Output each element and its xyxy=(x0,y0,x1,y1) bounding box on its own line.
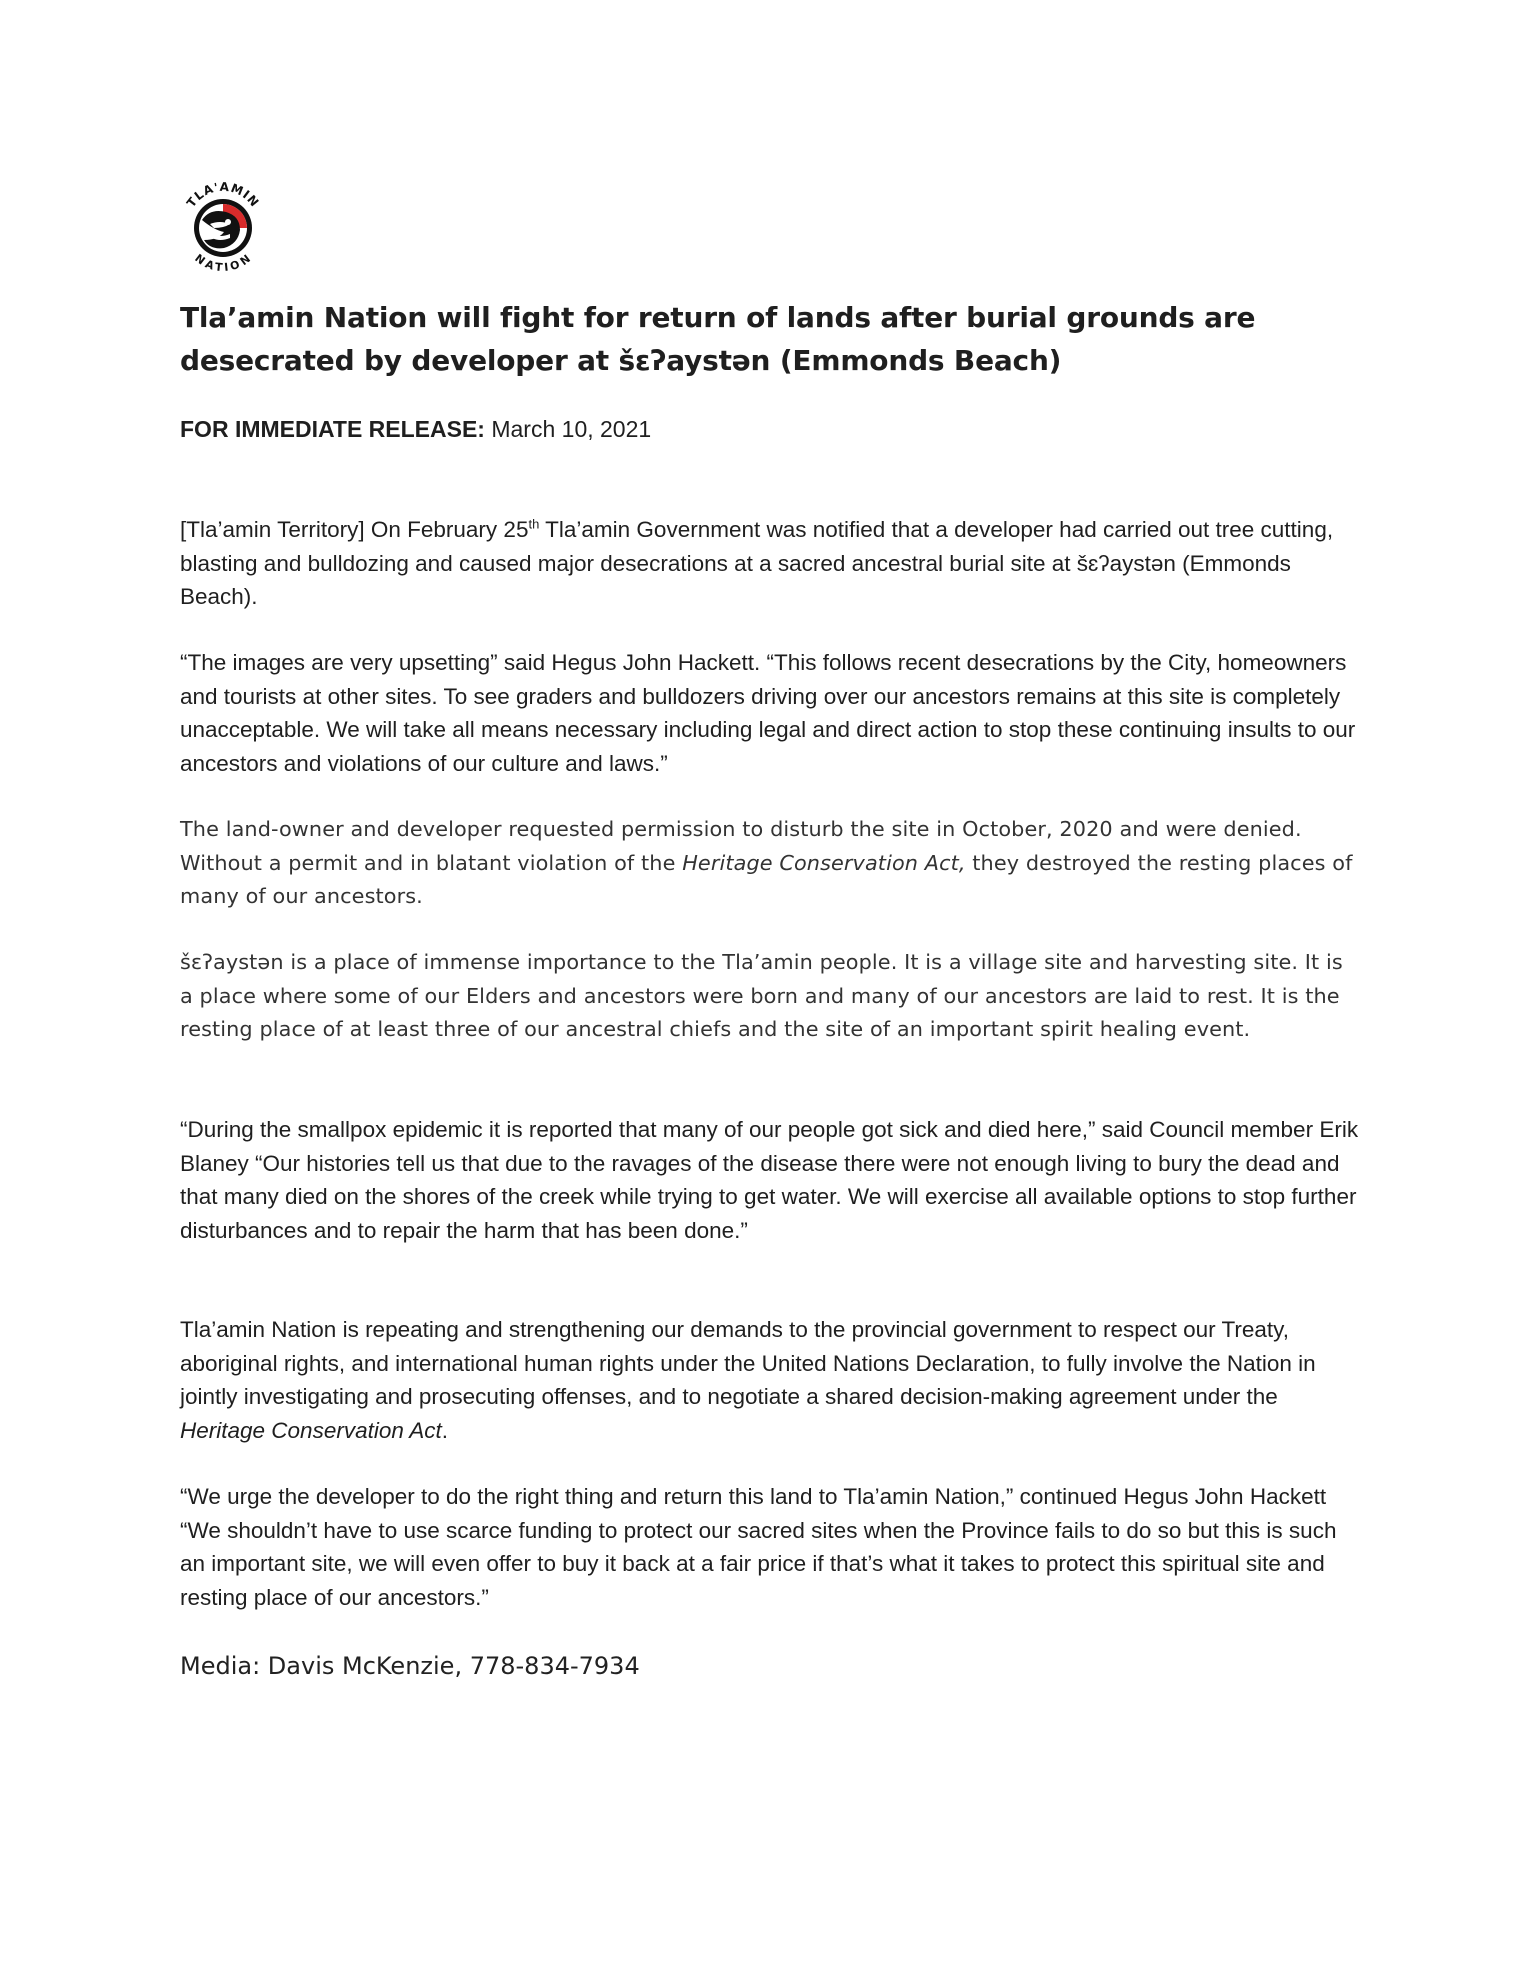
paragraph-7: “We urge the developer to do the right thing and return this land to Tla’amin Nation,” continued Hegus John Hackett “We shouldn’t have to use scarce funding to protect our sacred sites when the Province fails to do so but this is such an important site, we will even offer to buy it back at a fair price if that’s what it takes to protect this spiritual site and resting place of our ancestors.” xyxy=(180,1484,1337,1610)
paragraph-5: “During the smallpox epidemic it is reported that many of our people got sick and died here,” said Council member Erik Blaney “Our histories tell us that due to the ravages of the disease there were not enough living to bury the dead and that many died on the shores of the creek while trying to get water. We will exercise all available options to stop further disturbances and to repair the harm that has been done.” xyxy=(180,1117,1359,1243)
paragraph-3 xyxy=(180,813,1360,914)
paragraph-3-text: The land-owner and developer requested permission to disturb the site in October, 2020 and were denied. Without a permit and in blatant violation of the xyxy=(180,817,1302,875)
paragraph-4: šɛʔaystən is a place of immense importance to the Tla’amin people. It is a village site and harvesting site. It is a place where some of our Elders and ancestors were born and many of our ancestors are laid to rest. It is the resting place of at least three of our ancestral chiefs and the site of an important spirit healing event. xyxy=(180,950,1343,1041)
paragraph-6 xyxy=(180,1313,1360,1447)
release-date: March 10, 2021 xyxy=(491,416,652,442)
act-name-italic: Heritage Conservation Act, xyxy=(682,850,966,875)
paragraph-2: “The images are very upsetting” said Hegus John Hackett. “This follows recent desecrations by the City, homeowners and tourists at other sites. To see graders and bulldozers driving over our ancestors remains at this site is completely unacceptable. We will take all means necessary including legal and direct action to stop these continuing insults to our ancestors and violations of our culture and laws.” xyxy=(180,650,1356,776)
date-superscript: th xyxy=(528,516,540,532)
media-contact: Media: Davis McKenzie, 778-834-7934 xyxy=(180,1652,640,1680)
release-label: FOR IMMEDIATE RELEASE: xyxy=(180,416,485,442)
paragraph-1 xyxy=(180,513,1360,614)
tlaamin-nation-logo xyxy=(180,168,266,278)
paragraph-6-text-cont: . xyxy=(441,1417,449,1443)
release-line xyxy=(180,414,651,444)
act-name-italic: Heritage Conservation Act xyxy=(180,1417,442,1443)
svg-text:TLA'AMIN: TLA'AMIN xyxy=(183,179,262,210)
svg-text:NATION: NATION xyxy=(192,251,254,275)
paragraph-1-text: [Tla’amin Territory] On February 25 xyxy=(180,517,529,542)
paragraph-6-text: Tla’amin Nation is repeating and strengthening our demands to the provincial government to respect our Treaty, aboriginal rights, and international human rights under the United Nations Declaration, to fully involve the Nation in jointly investigating and prosecuting offenses, and to negotiate a shared decision-making agreement under the xyxy=(180,1317,1316,1409)
paragraph-3-text-cont: they destroyed the resting places of many of our ancestors. xyxy=(180,850,1353,908)
paragraph-1-text-cont: Tla’amin Government was notified that a developer had carried out tree cutting, blasting and bulldozing and caused major desecrations at a sacred ancestral burial site at šɛʔaystən (Emmonds Beach). xyxy=(180,517,1334,609)
headline: Tla’amin Nation will fight for return of lands after burial grounds are desecrated by developer at šɛʔaystən (Emmonds Beach) xyxy=(180,301,1256,377)
